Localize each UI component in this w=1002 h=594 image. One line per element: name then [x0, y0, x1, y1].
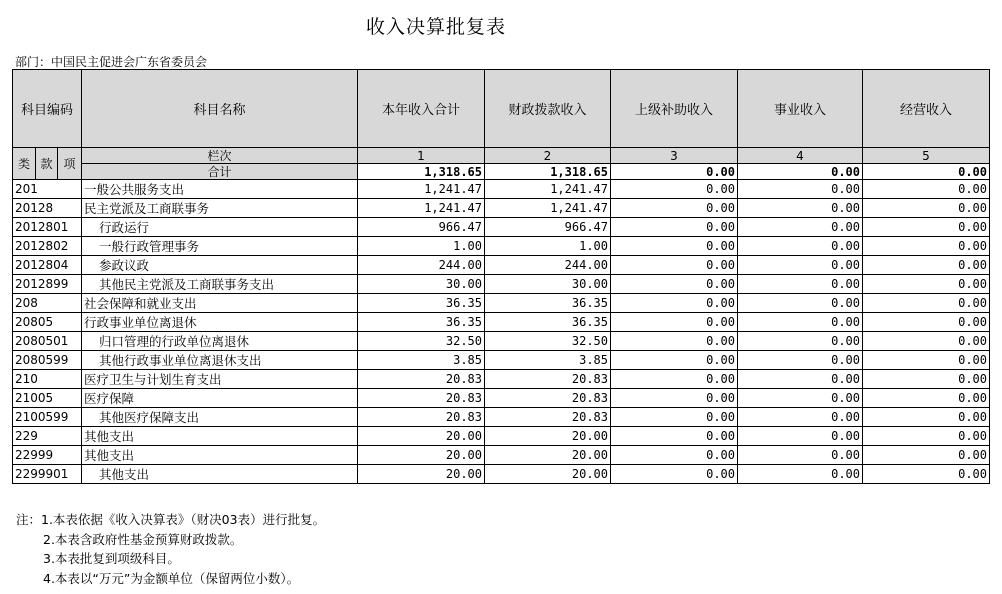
note-1: 注：1.本表依据《收入决算表》（财决03表）进行批复。: [16, 512, 326, 527]
row-code: 2080501: [13, 332, 82, 351]
col-num-5: 5: [863, 148, 990, 164]
income-approval-table: [12, 69, 990, 484]
table-row: [13, 427, 990, 446]
row-value-5: 0.00: [863, 446, 990, 465]
total-value-4: 0.00: [738, 164, 863, 180]
header-xiang: 项: [58, 148, 82, 180]
table-row: [13, 294, 990, 313]
row-value-1: 244.00: [358, 256, 485, 275]
table-row: [13, 446, 990, 465]
row-value-1: 20.00: [358, 427, 485, 446]
row-value-5: 0.00: [863, 408, 990, 427]
total-row: [13, 164, 990, 180]
table-row: [13, 199, 990, 218]
header-col-business: 事业收入: [738, 70, 863, 148]
row-code: 2100599: [13, 408, 82, 427]
row-code: 2012804: [13, 256, 82, 275]
row-code: 208: [13, 294, 82, 313]
row-value-5: 0.00: [863, 370, 990, 389]
row-value-5: 0.00: [863, 427, 990, 446]
header-lei: 类: [13, 148, 36, 180]
row-name: 其他医疗保障支出: [82, 408, 358, 427]
row-value-2: 36.35: [485, 294, 611, 313]
row-value-2: 20.83: [485, 408, 611, 427]
row-value-5: 0.00: [863, 294, 990, 313]
row-name: 行政运行: [82, 218, 358, 237]
table-row: [13, 218, 990, 237]
row-name: 医疗保障: [82, 389, 358, 408]
total-value-1: 1,318.65: [358, 164, 485, 180]
row-value-2: 20.00: [485, 446, 611, 465]
row-value-4: 0.00: [738, 332, 863, 351]
table-row: [13, 389, 990, 408]
total-value-5: 0.00: [863, 164, 990, 180]
row-value-2: 36.35: [485, 313, 611, 332]
row-value-2: 3.85: [485, 351, 611, 370]
row-value-2: 20.00: [485, 427, 611, 446]
row-name: 行政事业单位离退休: [82, 313, 358, 332]
row-value-1: 36.35: [358, 294, 485, 313]
table-row: [13, 465, 990, 484]
row-code: 229: [13, 427, 82, 446]
row-code: 2299901: [13, 465, 82, 484]
column-number-row: [13, 148, 990, 164]
row-value-4: 0.00: [738, 427, 863, 446]
col-num-4: 4: [738, 148, 863, 164]
row-code: 2012899: [13, 275, 82, 294]
row-value-5: 0.00: [863, 275, 990, 294]
total-value-3: 0.00: [611, 164, 738, 180]
header-col-total: 本年收入合计: [358, 70, 485, 148]
row-value-3: 0.00: [611, 351, 738, 370]
row-value-5: 0.00: [863, 351, 990, 370]
row-value-2: 1,241.47: [485, 199, 611, 218]
row-code: 210: [13, 370, 82, 389]
header-col-operating: 经营收入: [863, 70, 990, 148]
row-value-5: 0.00: [863, 313, 990, 332]
row-name: 其他支出: [82, 465, 358, 484]
row-value-1: 1,241.47: [358, 180, 485, 199]
row-code: 20805: [13, 313, 82, 332]
row-value-3: 0.00: [611, 427, 738, 446]
row-value-1: 1,241.47: [358, 199, 485, 218]
row-value-4: 0.00: [738, 465, 863, 484]
row-value-2: 244.00: [485, 256, 611, 275]
department-label: 部门：中国民主促进会广东省委员会: [15, 55, 208, 69]
col-num-3: 3: [611, 148, 738, 164]
row-value-3: 0.00: [611, 332, 738, 351]
header-row: [13, 70, 990, 148]
row-name: 其他支出: [82, 446, 358, 465]
row-value-4: 0.00: [738, 408, 863, 427]
table-row: [13, 275, 990, 294]
row-value-4: 0.00: [738, 351, 863, 370]
table-row: [13, 313, 990, 332]
row-code: 2012802: [13, 237, 82, 256]
row-value-1: 966.47: [358, 218, 485, 237]
row-value-1: 20.83: [358, 370, 485, 389]
header-col-superior: 上级补助收入: [611, 70, 738, 148]
total-value-2: 1,318.65: [485, 164, 611, 180]
row-value-3: 0.00: [611, 370, 738, 389]
row-value-1: 1.00: [358, 237, 485, 256]
row-value-3: 0.00: [611, 275, 738, 294]
row-value-1: 3.85: [358, 351, 485, 370]
row-value-3: 0.00: [611, 408, 738, 427]
row-value-2: 1.00: [485, 237, 611, 256]
row-code: 201: [13, 180, 82, 199]
row-value-3: 0.00: [611, 218, 738, 237]
table-row: [13, 332, 990, 351]
table-row: [13, 351, 990, 370]
row-value-4: 0.00: [738, 446, 863, 465]
row-value-4: 0.00: [738, 370, 863, 389]
row-value-4: 0.00: [738, 199, 863, 218]
total-label: 合计: [82, 164, 358, 180]
row-value-2: 30.00: [485, 275, 611, 294]
row-value-4: 0.00: [738, 180, 863, 199]
note-4: 4.本表以“万元”为金额单位（保留两位小数）。: [43, 570, 300, 586]
row-value-3: 0.00: [611, 180, 738, 199]
row-value-2: 1,241.47: [485, 180, 611, 199]
row-value-3: 0.00: [611, 256, 738, 275]
table-row: [13, 237, 990, 256]
note-3: 3.本表批复到项级科目。: [43, 551, 180, 566]
row-value-3: 0.00: [611, 446, 738, 465]
row-name: 民主党派及工商联事务: [82, 199, 358, 218]
table-row: [13, 256, 990, 275]
row-name: 一般行政管理事务: [82, 237, 358, 256]
row-value-4: 0.00: [738, 275, 863, 294]
row-name: 一般公共服务支出: [82, 180, 358, 199]
header-code: 科目编码: [13, 70, 82, 148]
row-value-4: 0.00: [738, 218, 863, 237]
row-value-5: 0.00: [863, 180, 990, 199]
row-value-3: 0.00: [611, 465, 738, 484]
row-value-1: 32.50: [358, 332, 485, 351]
table-row: [13, 180, 990, 199]
row-value-3: 0.00: [611, 237, 738, 256]
row-name: 归口管理的行政单位离退休: [82, 332, 358, 351]
row-value-2: 32.50: [485, 332, 611, 351]
row-value-3: 0.00: [611, 313, 738, 332]
note-2: 2.本表含政府性基金预算财政拨款。: [43, 531, 243, 547]
row-value-1: 20.83: [358, 389, 485, 408]
row-code: 20128: [13, 199, 82, 218]
header-name: 科目名称: [82, 70, 358, 148]
row-code: 2012801: [13, 218, 82, 237]
row-value-3: 0.00: [611, 294, 738, 313]
row-code: 22999: [13, 446, 82, 465]
row-value-1: 20.83: [358, 408, 485, 427]
header-col-fiscal: 财政拨款收入: [485, 70, 611, 148]
row-value-4: 0.00: [738, 389, 863, 408]
row-name: 社会保障和就业支出: [82, 294, 358, 313]
row-value-2: 20.83: [485, 370, 611, 389]
row-name: 其他民主党派及工商联事务支出: [82, 275, 358, 294]
header-kuan: 款: [36, 148, 58, 180]
row-value-4: 0.00: [738, 237, 863, 256]
row-name: 其他支出: [82, 427, 358, 446]
row-value-5: 0.00: [863, 389, 990, 408]
notes: [16, 510, 325, 588]
table-row: [13, 408, 990, 427]
row-value-3: 0.00: [611, 199, 738, 218]
row-name: 医疗卫生与计划生育支出: [82, 370, 358, 389]
table-row: [13, 370, 990, 389]
row-code: 2080599: [13, 351, 82, 370]
row-name: 参政议政: [82, 256, 358, 275]
header-lanci: 栏次: [82, 148, 358, 164]
row-value-5: 0.00: [863, 256, 990, 275]
row-value-4: 0.00: [738, 294, 863, 313]
row-value-3: 0.00: [611, 389, 738, 408]
row-value-1: 30.00: [358, 275, 485, 294]
row-value-1: 20.00: [358, 446, 485, 465]
row-value-4: 0.00: [738, 256, 863, 275]
col-num-2: 2: [485, 148, 611, 164]
row-value-4: 0.00: [738, 313, 863, 332]
row-value-5: 0.00: [863, 465, 990, 484]
row-code: 21005: [13, 389, 82, 408]
row-value-5: 0.00: [863, 218, 990, 237]
row-value-2: 20.00: [485, 465, 611, 484]
page-title: 收入决算批复表: [365, 16, 506, 38]
row-value-5: 0.00: [863, 237, 990, 256]
row-value-5: 0.00: [863, 199, 990, 218]
row-value-1: 36.35: [358, 313, 485, 332]
row-value-5: 0.00: [863, 332, 990, 351]
row-value-1: 20.00: [358, 465, 485, 484]
row-value-2: 20.83: [485, 389, 611, 408]
row-name: 其他行政事业单位离退休支出: [82, 351, 358, 370]
col-num-1: 1: [358, 148, 485, 164]
row-value-2: 966.47: [485, 218, 611, 237]
